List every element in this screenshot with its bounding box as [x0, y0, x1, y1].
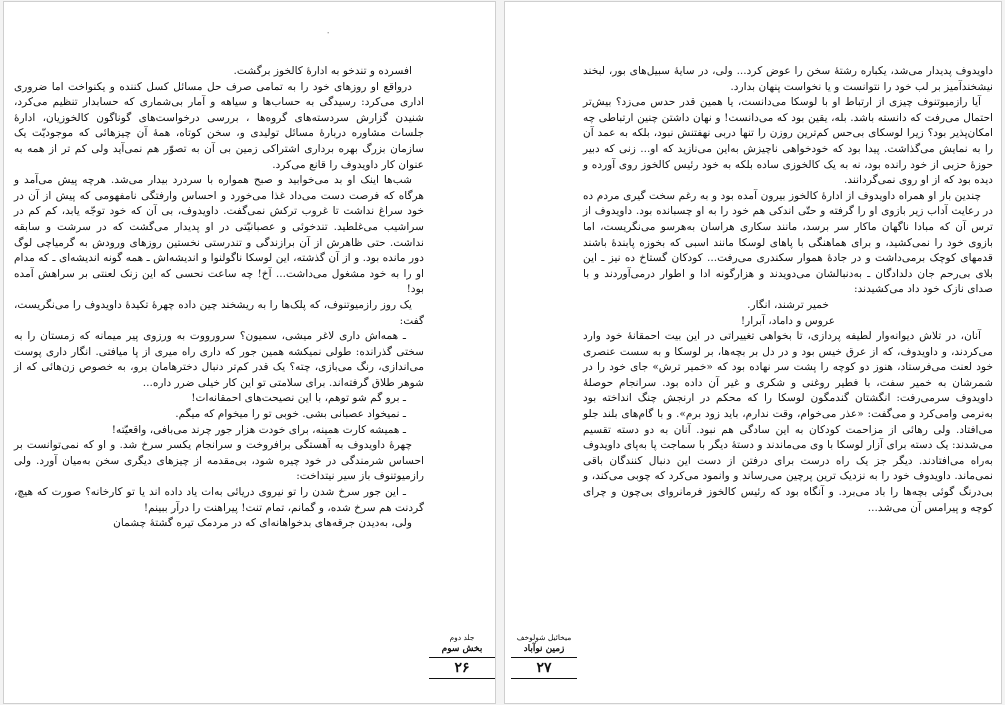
- book-title: زمین نوآباد: [511, 643, 577, 658]
- author-label: میخائیل شولوخف: [516, 633, 572, 642]
- paragraph: چهرهٔ داویدوف به آهستگی برافروخت و سرانجام یکسر سرخ شد. و او که نمی‌توانست بر احساس شرمندگی در خود چیره شود، بی‌مقدمه از چیزهای دیگری سخن به‌میان آورد. ولی رازمیوتنوف باز سیر نیتداخت:: [14, 439, 424, 483]
- right-page: [505, 2, 1001, 703]
- right-page-footer: [511, 632, 577, 679]
- dialogue-line: ـ همیشه کارت همینه، برای خودت هزار جور چرند می‌بافی، واقعیّته!: [111, 423, 406, 436]
- left-page-text: [14, 64, 424, 532]
- paragraph: شب‌ها اینک او بد می‌خوابید و صبح همواره با سردرد بیدار می‌شد. هرچه پیش می‌آمد و هرگاه که فرصت دست می‌داد غذا می‌خورد و احساس وارفتگی نامفهومی که پیش از آن در خود سراغ نداشت تا غروب ترکش نمی‌گفت. داویدوف، بی آن که خود توجّه یابد، کم کم در سراشیب می‌غلطید. تندخوئی و عصبانیّتی در او پدیدار می‌گشت که در سرشت و سابقه نداشت. حتی ظاهرش از آن برازندگی و تندرستی نخستین روزهای ورودش به گرمیاچی لوگ دور مانده بود. و از آن گذشته، این لوسکا ناگولنوا و اندیشه‌اش ـ همه گونه اندیشه‌ای ـ که مدام او را به خود مشغول می‌داشت... آخ! چه ساعت نحسی که این زنک لعنتی بر سراهش آمده بود!: [14, 174, 424, 296]
- left-page-footer: [429, 632, 495, 679]
- paragraph: آیا رازمیوتنوف چیزی از ارتباط او با لوسکا می‌دانست، یا همین قدر حدس می‌زد؟ بیش‌تر احتمال می‌رفت که دانسته باشد. بله، یقین بود که می‌دانست! و نهان داشتن چنین ارتباطی چه امکان‌پذیر بود؟ زیرا لوسکای بی‌حس کم‌ترین روزن را تنها دربی نهفتنش نبود، بلکه به عمد آن را به نمایش می‌گذاشت. پیدا بود که خودخواهی ناچیزش به‌این می‌نازید که او... زنی که دبیر حوزهٔ حزبی از خود رانده بود، نه به یک کالخوزی ساده بلکه به خود رئیس کالخوز روی آورده و دیده بود که از او روی نمی‌گردانند.: [583, 96, 993, 187]
- left-page: [4, 2, 495, 703]
- section-label: بخش سوم: [429, 643, 495, 658]
- top-mark: ۰: [326, 28, 331, 37]
- dialogue-line: ـ این جور سرخ شدن را تو نیروی دریائی به‌ات یاد داده اند یا تو کارخانه؟ صورت که هیچ، گردنت هم سرخ شده، و گمانم، تمام تنت! پیراهنت را درآر ببینم!: [14, 486, 424, 514]
- paragraph: داویدوف پدیدار می‌شد، یکباره رشتهٔ سخن را عوض کرد... ولی، در سایهٔ سبیل‌های بور، لبخند نیشخندآمیز بر لب خود را نتوانست و یا نخواست پنهان بدارد.: [583, 65, 993, 93]
- paragraph: درواقع او روزهای خود را به تمامی صرف حل مسائل کسل کننده و یکنواخت اما ضروری اداری می‌کرد: رسیدگی به حساب‌ها و سیاهه و آمار بی‌شماری که حسابدار تنظیم می‌کرد، شنیدن گزارش سردسته‌های گروه‌ها ، بررسی درخواست‌های گوناگون کالخوزیان، ادارهٔ جلسات مشاوره دربارهٔ مسائل تولیدی و، سخن کوتاه، همهٔ آن چیزهائی که موجودیّت یک سازمان بزرگ بهره برداری اشتراکی زمین بی آن به تصوّر هم نمی‌آید ولی کم تر از همه به عنوان کار داویدوف را قانع می‌کرد.: [14, 80, 424, 171]
- right-page-text: [583, 64, 993, 516]
- page-number: ۲۶: [429, 658, 495, 679]
- paragraph: ولی، به‌دیدن جرقه‌های بدخواهانه‌ای که در مردمک تیره گشتهٔ چشمان: [113, 517, 412, 530]
- dialogue-line: ـ نمیخواد عصبانی بشی. خوبی تو را میخوام که میگم.: [175, 408, 406, 421]
- dialogue-line: ـ همه‌اش داری لاغر میشی، سمیون؟ سرورووت به ورزوی پیر میمانه که زمستان را به سختی گذرانده: طولی نمیکشه همین جور که داری راه میری از پا میافتی. انگار داری پوست می‌اندازی، رنگ می‌بازی، چته؟ یک قدر کم‌تر دنبال دخترهامان برو، به خصوص زن‌هائی که از شوهر طلاق گرفته‌اند. برای سلامتی تو این کار خیلی ضرر داره...: [14, 330, 424, 389]
- poem-line: عروس و داماد، آبرار!: [740, 314, 836, 327]
- paragraph: یک روز رازمیوتنوف، که پلک‌ها را به ریشخند چین داده چهرهٔ تکیدهٔ داویدوف را می‌نگریست، گفت:: [14, 298, 424, 327]
- paragraph: چندین بار او همراه داویدوف از ادارهٔ کالخوز بیرون آمده بود و به رغم سخت گیری مردم ده در رعایت آداب زیر بازوی او را گرفته و حتّی اندکی هم خود را به او چسبانده بود. داویدوف از ترس آن که مبادا ناگهان ماکار سر برسد، مانند سکاری هراسان به‌هرسو می‌نگریست، اما بازوی خود را نمی‌کشید، و برای هماهنگی با پاهای لوسکا مانند اسبی که بخوزه پابندهٔ باشند قدمهای کوچک برمی‌داشت و در جادهٔ هموار سکندری می‌رفت... کودکان گستاخ ده نیز ـ این بلای بی‌رحم جان دلدادگان ـ به‌دنبالشان می‌دویدند و هزارگونه ادا و اطوار درمی‌آوردند و با صدای نازک خود داد می‌کشیدند:: [583, 189, 993, 296]
- page-number: ۲۷: [511, 658, 577, 679]
- dialogue-line: ـ برو گم شو توهم، با این نصیحت‌های احمقانه‌ات!: [191, 392, 406, 405]
- paragraph: افسرده و تندخو به ادارهٔ کالخوز برگشت.: [233, 65, 412, 77]
- poem-line: خمیر ترشند، انگار.: [747, 298, 829, 311]
- paragraph: آنان، در تلاش دیوانه‌وار لطیفه پردازی، تا بخواهی تغییراتی در این بیت احمقانهٔ خود وارد می‌کردند، و داویدوف، که از عرق خیس بود و در دل بر بچه‌ها، بر لوسکا و به سست عنصری خود لعنت می‌فرستاد، هنوز دو کوچه را پشت سر نهاده بود که «خمیر ترش» جای خود را در شمرشان به خمیر سفت، با فطیر روغنی و شکری و غیر آن داده بود. سرانجام حوصلهٔ داویدوف سرمی‌رفت: انگشتان گندمگون لوسکا را که محکم در ارنجش چنگ انداخته بود به‌نرمی وامی‌کرد و می‌گفت: «عذر می‌خوام، وقت ندارم، باید زود برم». و با گام‌های بلند جلو می‌افتاد. ولی رهائی از مزاحمت کودکان به این سادگی هم نبود. آنان به دو دسته تقسیم می‌شدند: یک دسته برای آزار لوسکا با وی می‌ماندند و دستهٔ دیگر با سماجت پا به‌پای داویدوف به‌راه می‌افتادند. دیگر جز یک راه درست برای درفتن از دست این دنبال کنندگان باقی نمی‌ماند. داویدوف خود را به نزدیک ترین پرچین می‌رساند و وانمود می‌کرد که چوبی می‌کند، و بی‌درنگ گوئی بچه‌ها را باد می‌برد. و آنگاه بود که رئیس کالخوز فرمانروای بی‌چون و چرای کوچه و پیرامس آن می‌شد...: [583, 330, 993, 514]
- volume-label: جلد دوم: [449, 633, 475, 642]
